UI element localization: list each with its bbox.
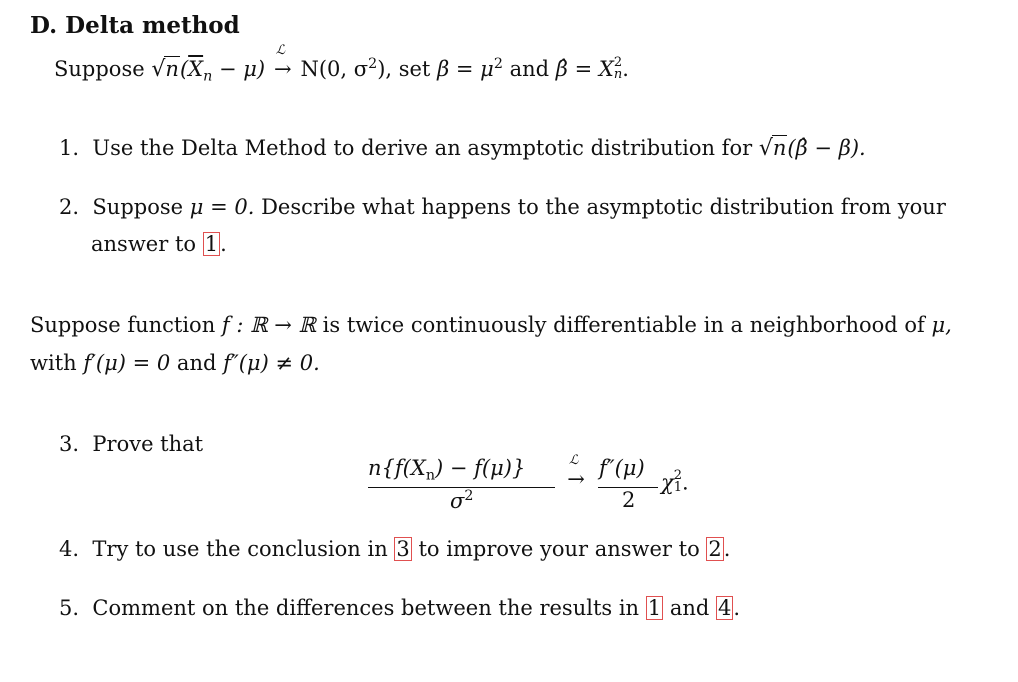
convergence-in-law-arrow: ℒ → bbox=[273, 43, 292, 81]
paragraph-line-1: Suppose function f : ℝ → ℝ is twice continuously differentiable in a neighborhood of μ, bbox=[30, 313, 952, 337]
item-number: 2. bbox=[59, 195, 80, 219]
xbar-n-squared-scripts: 2 n bbox=[613, 54, 623, 82]
formula-denominator-right: 2 bbox=[622, 488, 636, 512]
item-number: 3. bbox=[59, 432, 80, 456]
ref-link-1[interactable]: 1 bbox=[204, 232, 219, 256]
ref-link-4[interactable]: 4 bbox=[718, 596, 732, 620]
list-item-4: 4. Try to use the conclusion in 3 to improve your answer to 2. bbox=[59, 537, 731, 561]
ref-link-2[interactable]: 2 bbox=[708, 537, 722, 561]
intro-line: Suppose $√n(\overline{X}_n - \mu)$ ℒ → N(0, $\sigma^2$), set $\beta = \mu^2$ and β̂ = X 2 n . bbox=[54, 43, 629, 85]
formula-law-arrow: ℒ → bbox=[567, 453, 585, 491]
ref-link-3[interactable]: 3 bbox=[396, 537, 410, 561]
formula-numerator-right: f″(μ) bbox=[599, 456, 645, 480]
ref-link-1[interactable]: 1 bbox=[647, 596, 662, 620]
list-item-3: 3. Prove that bbox=[59, 432, 204, 456]
item-number: 4. bbox=[59, 537, 80, 561]
formula-denominator-left: $\sigma^2$ bbox=[450, 488, 474, 513]
sqrt-n: √n bbox=[151, 57, 179, 82]
paragraph-line-2: with f′(μ) = 0 and f″(μ) ≠ 0. bbox=[30, 351, 320, 375]
section-heading: D. Delta method bbox=[30, 12, 240, 39]
item-number: 1. bbox=[59, 136, 80, 160]
formula-chi-squared: χ 2 1 . bbox=[661, 468, 689, 496]
list-item-2-cont: answer to 1. bbox=[91, 232, 227, 256]
formula-numerator-left: $n\{f(X_n) - f(\mu)\}$ bbox=[368, 456, 526, 484]
item-number: 5. bbox=[59, 596, 80, 620]
intro-suppose: Suppose bbox=[54, 57, 145, 81]
list-item-1: 1. Use the Delta Method to derive an asymptotic distribution for √n(β̂ − β). bbox=[59, 136, 866, 161]
list-item-5: 5. Comment on the differences between the results in 1 and 4. bbox=[59, 596, 741, 620]
list-item-2: 2. Suppose μ = 0. Describe what happens to the asymptotic distribution from your bbox=[59, 195, 946, 219]
